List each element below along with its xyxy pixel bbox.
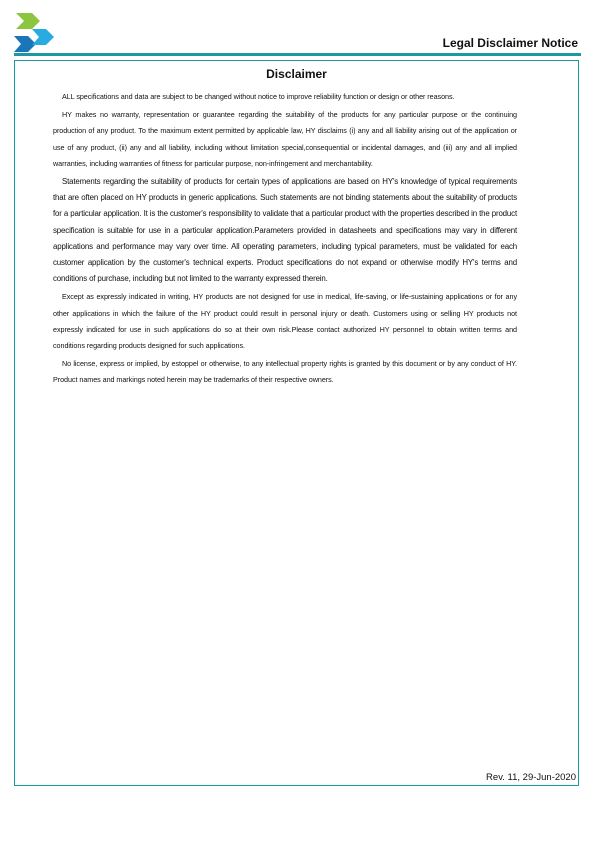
revision-label: Rev. 11, 29-Jun-2020 (486, 772, 576, 783)
company-logo (14, 13, 56, 53)
paragraph-license: No license, express or implied, by estoppel or otherwise, to any intellectual property rights is granted by this document or by any conduct of HY. Product names and markings noted herein may be trademarks of their respective owners. (53, 359, 517, 385)
header-rule (14, 53, 581, 56)
paragraph-suitability: Statements regarding the suitability of products for certain types of applications are based on HY's knowledge of typical requirements that are often placed on HY products in generic applications. Such statements are not binding statements about the suitability of products for a particular application. It is the customer's responsibility to validate that a particular product with the properties described in the product specification is suitable for use in a particular application.Parameters provided in datasheets and specifications may vary in different applications and performance may vary over time. All operating parameters, including typical parameters, must be validated for each customer application by the customer's technical experts. Product specifications do not expand or otherwise modify HY's terms and conditions of purchase, including but not limited to the warranty expressed therein. (53, 177, 517, 284)
disclaimer-body (53, 89, 517, 391)
paragraph-medical-use: Except as expressly indicated in writing, HY products are not designed for use in medical, life-saving, or life-sustaining applications or for any other applications in which the failure of the HY product could result in personal injury or death. Customers using or selling HY products not expressly indicated for use in such applications do so at their own risk.Please contact authorized HY personnel to obtain written terms and conditions regarding products designed for such applications. (53, 292, 517, 351)
paragraph-warranty: HY makes no warranty, representation or guarantee regarding the suitability of the products for any particular purpose or the continuing production of any product. To the maximum extent permitted by applicable law, HY disclaims (i) any and all liability arising out of the application or use of any product, (ii) any and all liability, including without limitation special,consequential or incidental damages, and (iii) any and all implied warranties, including warranties of fitness for particular purpose, non-infringement and merchantability. (53, 110, 517, 168)
paragraph-specifications: ALL specifications and data are subject to be changed without notice to improve reliability function or design or other reasons. (62, 92, 455, 101)
content-frame (14, 60, 579, 786)
document-type-title: Legal Disclaimer Notice (442, 36, 578, 50)
page-title: Disclaimer (266, 67, 327, 81)
